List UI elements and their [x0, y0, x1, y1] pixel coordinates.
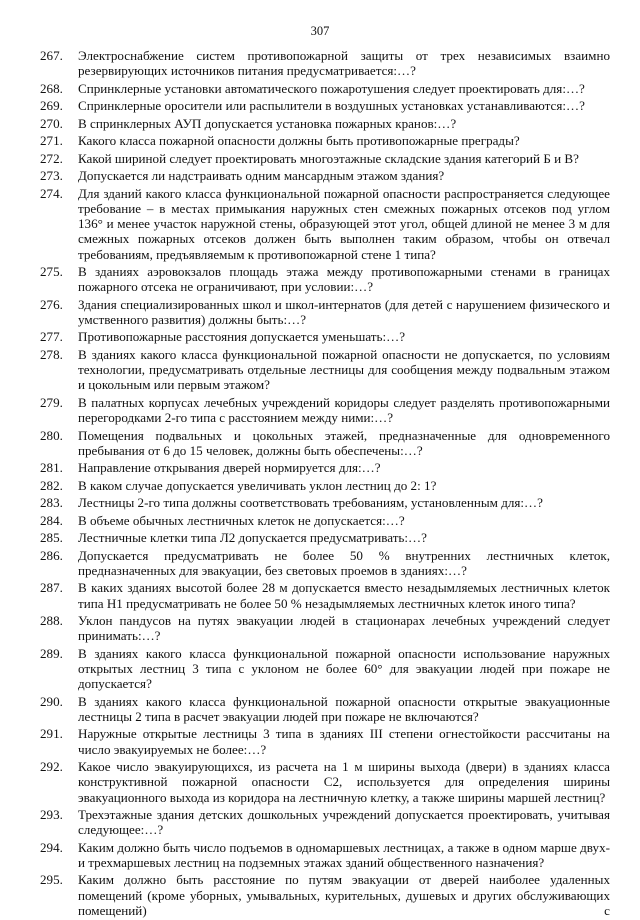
question-text: В зданиях какого класса функциональной пожарной опасности открытые эвакуационные лестницы 2 типа в расчет эвакуации людей при пожаре не включаются? — [78, 693, 610, 724]
question-number: 288. — [40, 613, 63, 629]
question-number: 289. — [40, 645, 63, 661]
question-number: 281. — [40, 460, 63, 476]
question-number: 290. — [40, 693, 63, 709]
question-item — [40, 264, 610, 294]
question-text: Какого класса пожарной опасности должны быть противопожарные преграды? — [78, 133, 520, 149]
question-item — [40, 297, 610, 327]
question-item — [40, 428, 610, 458]
question-item — [40, 613, 610, 643]
question-text: Какой шириной следует проектировать многоэтажные складские здания категорий Б и В? — [78, 150, 579, 166]
question-item — [40, 478, 610, 493]
question-number: 275. — [40, 264, 63, 280]
question-text: Какое число эвакуирующихся, из расчета на 1 м ширины выхода (двери) в зданиях класса конструктивной пожарной опасности С2, используется для определения ширины эвакуационного выхода из коридора на лестничную клетку, а также ширины маршей лестниц? — [78, 759, 610, 805]
question-item — [40, 580, 610, 610]
question-number: 291. — [40, 726, 63, 742]
question-number: 274. — [40, 185, 63, 201]
question-text: Уклон пандусов на путях эвакуации людей в стационарах лечебных учреждений следует принимать:…? — [78, 613, 610, 644]
question-number: 267. — [40, 48, 63, 63]
question-number: 276. — [40, 296, 63, 312]
question-text: В зданиях аэровокзалов площадь этажа между противопожарными стенами в границах пожарного отсека не ограничивают, при условии:…? — [78, 264, 610, 295]
page-number: 307 — [310, 24, 330, 38]
question-text: Наружные открытые лестницы 3 типа в зданиях III степени огнестойкости рассчитаны на число эвакуируемых не более:…? — [78, 726, 610, 757]
question-text: В спринклерных АУП допускается установка пожарных кранов:…? — [78, 115, 457, 131]
question-number: 284. — [40, 512, 63, 528]
question-text: Здания специализированных школ и школ-интернатов (для детей с нарушением физического и умственного развития) должны быть:…? — [78, 296, 610, 327]
question-text: Спринклерные оросители или распылители в воздушных установках устанавливаются:…? — [78, 98, 585, 114]
question-list — [40, 48, 610, 920]
question-item — [40, 48, 610, 78]
question-item — [40, 807, 610, 837]
question-text: Допускается предусматривать не более 50 % внутренних лестничных клеток, предназначенных для эвакуации, без световых проемов в зданиях:…? — [78, 547, 610, 578]
question-text: В зданиях какого класса функциональной пожарной опасности использование наружных открытых лестниц 3 типа с уклоном не более 60° для эвакуации людей при пожаре не допускается? — [78, 645, 610, 692]
question-text: Спринклерные установки автоматического пожаротушения следует проектировать для:…? — [78, 80, 585, 96]
question-item — [40, 726, 610, 756]
question-number: 287. — [40, 580, 63, 596]
question-number: 273. — [40, 168, 63, 184]
question-item — [40, 513, 610, 528]
question-number: 293. — [40, 807, 63, 823]
question-text: Трехэтажные здания детских дошкольных учреждений допускается проектировать, учитывая следующее:…? — [78, 807, 610, 838]
question-item — [40, 168, 610, 183]
question-item — [40, 548, 610, 578]
question-item — [40, 98, 610, 113]
question-number: 278. — [40, 346, 63, 362]
question-item — [40, 81, 610, 96]
question-item — [40, 530, 610, 545]
question-text: Противопожарные расстояния допускается уменьшать:…? — [78, 329, 406, 345]
question-text: Лестницы 2-го типа должны соответствовать требованиям, установленным для:…? — [78, 495, 543, 511]
question-item — [40, 646, 610, 692]
question-number: 270. — [40, 115, 63, 131]
question-item — [40, 133, 610, 148]
question-text: Допускается ли надстраивать одним мансардным этажом здания? — [78, 168, 445, 184]
question-number: 277. — [40, 329, 63, 345]
question-number: 292. — [40, 759, 63, 775]
question-number: 286. — [40, 547, 63, 563]
question-text: Каким должно быть расстояние по путям эвакуации от дверей наиболее удаленных помещений (кроме уборных, умывальных, курительных, душевых и других обслуживающих помещений) с — [78, 872, 610, 918]
question-item — [40, 495, 610, 510]
question-number: 280. — [40, 427, 63, 443]
question-item — [40, 872, 610, 918]
question-number: 272. — [40, 150, 63, 166]
question-item — [40, 151, 610, 166]
question-text: Для зданий какого класса функциональной пожарной опасности распространяется следующее требование – в местах примыкания наружных стен смежных пожарных отсеков под углом 136° и менее участок наружной стены, образующей этот угол, общей длиной не менее 3 м для смежных пожарных отсеков должен быть выполнен таким образом, чтобы он отвечал требованиям, предъявляемым к противопожарной стене 1 типа? — [78, 185, 610, 262]
question-number: 271. — [40, 133, 63, 149]
question-number: 294. — [40, 839, 63, 855]
question-item — [40, 694, 610, 724]
question-text: Электроснабжение систем противопожарной защиты от трех независимых взаимно резервирующих источников питания предусматривается:…? — [78, 48, 610, 79]
question-number: 283. — [40, 495, 63, 511]
question-item — [40, 460, 610, 475]
question-item — [40, 186, 610, 262]
question-text: Каким должно быть число подъемов в одномаршевых лестницах, а также в одном марше двух- и трехмаршевых лестниц на подземных этажах зданий общественного назначения? — [78, 839, 610, 870]
question-item — [40, 759, 610, 805]
question-number: 285. — [40, 530, 63, 546]
question-item — [40, 395, 610, 425]
question-text: В объеме обычных лестничных клеток не допускается:…? — [78, 512, 405, 528]
question-item — [40, 347, 610, 393]
question-text: В зданиях какого класса функциональной пожарной опасности не допускается, по условиям технологии, предусматривать отдельные лестницы для сообщения между подвальным этажом и цокольным или первым этажом? — [78, 346, 610, 393]
question-item — [40, 840, 610, 870]
question-number: 282. — [40, 477, 63, 493]
question-number: 295. — [40, 872, 63, 888]
question-number: 268. — [40, 80, 63, 96]
question-text: В каких зданиях высотой более 28 м допускается вместо незадымляемых лестничных клеток типа Н1 предусматривать не более 50 % незадымляемых лестничных клеток иного типа? — [78, 580, 610, 611]
question-number: 279. — [40, 394, 63, 410]
question-item — [40, 329, 610, 344]
question-item — [40, 116, 610, 131]
question-text: Направление открывания дверей нормируется для:…? — [78, 460, 381, 476]
question-text: Помещения подвальных и цокольных этажей, предназначенные для одновременного пребывания от 6 до 15 человек, должны быть обеспечены:…? — [78, 427, 610, 458]
question-text: Лестничные клетки типа Л2 допускается предусматривать:…? — [78, 530, 427, 546]
question-text: В палатных корпусах лечебных учреждений коридоры следует разделять противопожарными перегородками 2-го типа с расстоянием между ними:…? — [78, 394, 610, 426]
question-number: 269. — [40, 98, 63, 114]
question-text: В каком случае допускается увеличивать уклон лестниц до 2: 1? — [78, 477, 437, 493]
